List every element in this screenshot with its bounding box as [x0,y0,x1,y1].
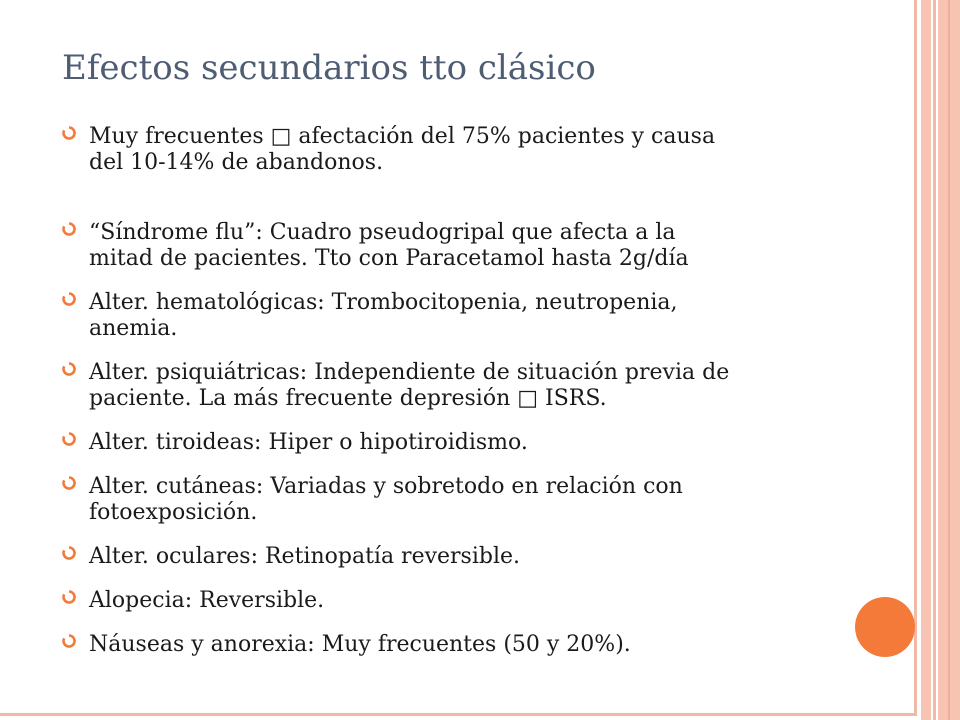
slide-title: Efectos secundarios tto clásico [62,48,596,88]
bullet-item [62,124,862,176]
decorative-orange-circle [855,597,915,657]
orange-ring-bullet-icon [62,292,76,306]
bullet-item [62,220,862,272]
bullet-item [62,360,862,412]
bullet-item [62,290,862,342]
bullet-line: Alopecia: Reversible. [89,588,325,613]
bullet-line: Alter. hematológicas: Trombocitopenia, neutropenia, [89,290,678,315]
orange-ring-bullet-icon [62,126,76,140]
orange-ring-bullet-icon [62,546,76,560]
orange-ring-bullet-icon [62,362,76,376]
bullet-line: anemia. [89,316,178,341]
orange-ring-bullet-icon [62,476,76,490]
bullet-line: del 10-14% de abandonos. [89,150,384,175]
orange-ring-bullet-icon [62,432,76,446]
orange-ring-bullet-icon [62,590,76,604]
decorative-stripe [948,0,950,720]
bullet-item [62,632,862,658]
bullet-item [62,430,862,456]
decorative-stripe [921,0,931,720]
orange-ring-bullet-icon [62,222,76,236]
orange-ring-bullet-icon [62,634,76,648]
bullet-list [62,124,862,658]
decorative-stripe [933,0,936,720]
bullet-item [62,474,862,526]
bullet-line: fotoexposición. [89,500,258,525]
bullet-line: Náuseas y anorexia: Muy frecuentes (50 y 20%). [89,632,631,657]
bullet-line: Muy frecuentes □ afectación del 75% pacientes y causa [89,124,716,149]
bullet-line: Alter. cutáneas: Variadas y sobretodo en relación con [89,474,683,499]
bullet-item [62,544,862,570]
bullet-line: Alter. psiquiátricas: Independiente de situación previa de [89,360,730,385]
bullet-line: Alter. oculares: Retinopatía reversible. [89,544,521,569]
bullet-line: Alter. tiroideas: Hiper o hipotiroidismo. [89,430,528,455]
bullet-line: mitad de pacientes. Tto con Paracetamol hasta 2g/día [89,246,689,271]
bullet-line: “Síndrome flu”: Cuadro pseudogripal que afecta a la [89,220,676,245]
bullet-line: paciente. La más frecuente depresión □ ISRS. [89,386,607,411]
bullet-item [62,588,862,614]
